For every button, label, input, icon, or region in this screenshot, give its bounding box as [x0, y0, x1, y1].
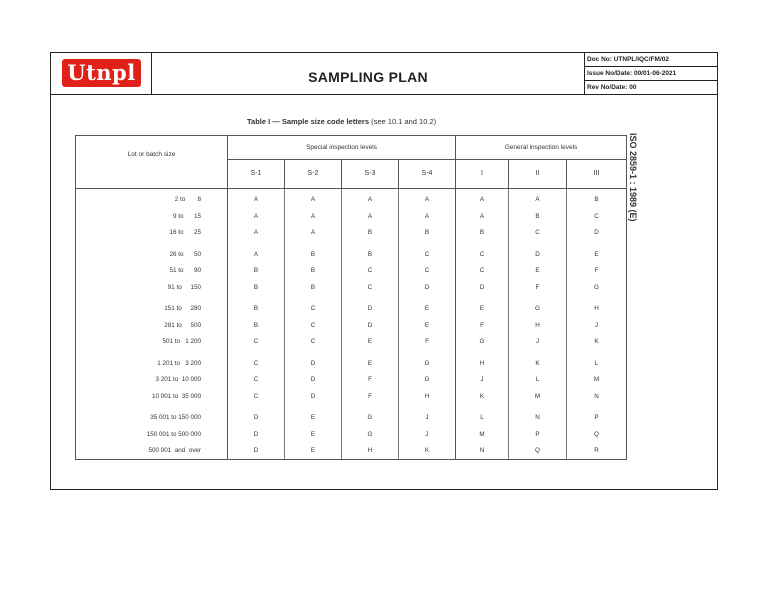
code-letter-cell: R: [594, 447, 599, 454]
code-letter-cell: N: [479, 447, 485, 454]
code-letter-cell: D: [310, 392, 316, 400]
code-letter-cell: F: [368, 392, 372, 400]
code-letter-cell: B: [424, 229, 430, 236]
code-letter-cell: Q: [594, 430, 599, 438]
logo-cell: [51, 53, 152, 94]
title-cell: [152, 53, 584, 94]
lot-size-range: 16 to 25: [169, 229, 201, 236]
code-letter-cell: D: [367, 305, 373, 312]
table-row: [76, 390, 626, 407]
table-row: [76, 193, 626, 210]
general-levels-header: General inspection levels: [456, 136, 626, 160]
code-letter-cell: C: [253, 376, 259, 383]
code-letter-cell: K: [424, 447, 430, 454]
iso-standard-label: ISO 2859-1 : 1989 (E): [628, 133, 638, 222]
code-letter-cell: A: [253, 196, 259, 203]
table-row: [76, 411, 626, 428]
code-letter-cell: J: [535, 338, 540, 345]
code-letter-cell: P: [594, 414, 599, 421]
code-letter-cell: C: [479, 267, 485, 274]
table-caption-title: Table I — Sample size code letters: [247, 117, 369, 126]
issue-info: Issue No/Date: 00/01-06-2021: [585, 67, 718, 81]
code-letter-cell: D: [253, 414, 259, 421]
code-letter-cell: A: [479, 196, 485, 203]
doc-number: Doc No: UTNPL/IQC/FM/02: [585, 53, 718, 67]
code-letter-cell: A: [253, 229, 259, 236]
code-letter-cell: B: [253, 305, 259, 312]
level-header-iii: III: [567, 160, 626, 189]
table-row: [76, 335, 626, 352]
lot-size-range: 281 to 500: [164, 321, 201, 329]
code-letter-cell: E: [367, 338, 373, 345]
code-letter-cell: F: [368, 376, 372, 383]
code-letter-cell: G: [479, 338, 485, 345]
code-letter-cell: N: [594, 392, 599, 400]
code-letter-cell: A: [253, 212, 259, 220]
table-caption-reference: (see 10.1 and 10.2): [371, 117, 437, 126]
code-letter-cell: A: [424, 212, 430, 220]
code-letter-cell: B: [253, 321, 259, 329]
lot-size-range: 26 to 50: [169, 250, 201, 258]
page-title: SAMPLING PLAN: [308, 68, 428, 85]
code-letter-cell: A: [479, 212, 485, 220]
table-caption: [247, 117, 436, 126]
table-row: [76, 373, 626, 390]
revision-info: Rev No/Date: 00: [587, 84, 637, 91]
code-letter-cell: B: [367, 229, 373, 236]
code-letter-cell: Q: [535, 447, 540, 454]
code-letter-cell: E: [479, 305, 485, 312]
lot-size-range: 9 to 15: [172, 212, 201, 220]
code-letter-cell: L: [535, 376, 540, 383]
table-row: [76, 302, 626, 319]
lot-size-range: 500 001 and over: [148, 447, 201, 454]
code-letter-cell: C: [253, 338, 259, 345]
code-letter-cell: G: [367, 430, 373, 438]
code-letter-cell: B: [310, 267, 316, 274]
code-letter-cell: M: [479, 430, 485, 438]
code-letter-cell: C: [367, 283, 373, 291]
code-letter-cell: G: [367, 414, 373, 421]
code-letter-cell: E: [310, 430, 316, 438]
level-header-s-1: S-1: [228, 160, 285, 189]
table-row: [76, 428, 626, 445]
logo-text: Utnpl: [67, 60, 136, 85]
code-letter-cell: C: [479, 250, 485, 258]
code-letter-cell: D: [424, 283, 430, 291]
code-letter-cell: D: [253, 447, 259, 454]
code-letter-cell: A: [367, 196, 373, 203]
table-row: [76, 210, 626, 227]
code-letter-cell: J: [594, 321, 599, 329]
code-letter-cell: J: [480, 376, 484, 383]
document-frame: [50, 52, 718, 490]
code-letter-cell: J: [425, 414, 429, 421]
code-letter-cell: C: [310, 305, 316, 312]
level-header-s-2: S-2: [285, 160, 342, 189]
code-letter-cell: D: [310, 376, 316, 383]
table-row: [76, 444, 626, 461]
code-letter-cell: B: [310, 283, 316, 291]
code-letter-cell: B: [479, 229, 485, 236]
code-letter-cell: C: [310, 338, 316, 345]
code-letter-cell: K: [479, 392, 485, 400]
code-letter-cell: D: [594, 229, 599, 236]
code-letter-cell: L: [480, 414, 484, 421]
code-letter-cell: A: [310, 196, 316, 203]
code-letter-cell: E: [424, 321, 430, 329]
code-letter-cell: E: [367, 359, 373, 367]
lot-size-range: 151 to 280: [164, 305, 201, 312]
code-letter-cell: C: [594, 212, 599, 220]
code-letter-cell: B: [253, 283, 259, 291]
code-letter-cell: B: [594, 196, 599, 203]
code-letter-cell: H: [424, 392, 430, 400]
level-header-ii: II: [509, 160, 567, 189]
code-letter-cell: F: [594, 267, 599, 274]
lot-size-range: 91 to 150: [167, 283, 201, 291]
code-letter-cell: H: [535, 321, 540, 329]
code-letter-cell: P: [535, 430, 540, 438]
code-letter-cell: E: [594, 250, 599, 258]
code-letter-cell: M: [593, 376, 600, 383]
code-letter-cell: A: [310, 229, 316, 236]
code-letter-cell: C: [310, 321, 316, 329]
code-letter-cell: B: [367, 250, 373, 258]
code-letter-cell: A: [424, 196, 430, 203]
sample-size-table: [75, 135, 627, 460]
code-letter-cell: C: [535, 229, 540, 236]
table-row: [76, 226, 626, 243]
lot-size-header: Lot or batch size: [76, 136, 227, 189]
code-letter-cell: G: [424, 376, 430, 383]
code-letter-cell: H: [594, 305, 599, 312]
code-letter-cell: J: [425, 430, 429, 438]
code-letter-cell: B: [535, 212, 540, 220]
level-header-i: I: [456, 160, 509, 189]
document-meta: [584, 53, 718, 94]
table-row: [76, 248, 626, 265]
code-letter-cell: K: [535, 359, 540, 367]
lot-size-range: 1 201 to 3 200: [157, 359, 201, 367]
lot-size-range: 2 to 8: [174, 196, 201, 203]
lot-size-range: 35 001 to 150 000: [150, 414, 201, 421]
code-letter-cell: F: [425, 338, 429, 345]
code-letter-cell: K: [594, 338, 599, 345]
code-letter-cell: N: [535, 414, 540, 421]
table-row: [76, 281, 626, 298]
code-letter-cell: H: [479, 359, 485, 367]
code-letter-cell: G: [535, 305, 540, 312]
table-row: [76, 357, 626, 374]
code-letter-cell: C: [424, 267, 430, 274]
code-letter-cell: F: [535, 283, 540, 291]
code-letter-cell: C: [367, 267, 373, 274]
lot-size-range: 501 to 1 200: [162, 338, 201, 345]
lot-size-range: 3 201 to 10 000: [155, 376, 201, 383]
table-row: [76, 264, 626, 281]
code-letter-cell: A: [367, 212, 373, 220]
lot-size-range: 51 to 90: [169, 267, 201, 274]
code-letter-cell: F: [480, 321, 484, 329]
code-letter-cell: D: [253, 430, 259, 438]
code-letter-cell: M: [534, 392, 541, 400]
code-letter-cell: H: [367, 447, 373, 454]
code-letter-cell: G: [424, 359, 430, 367]
code-letter-cell: A: [535, 196, 540, 203]
code-letter-cell: E: [310, 414, 316, 421]
special-levels-header: Special inspection levels: [228, 136, 456, 160]
lot-size-range: 10 001 to 35 000: [151, 392, 201, 400]
code-letter-cell: D: [367, 321, 373, 329]
document-header: [51, 53, 717, 95]
code-letter-cell: B: [253, 267, 259, 274]
code-letter-cell: D: [479, 283, 485, 291]
code-letter-cell: D: [310, 359, 316, 367]
code-letter-cell: E: [424, 305, 430, 312]
level-header-s-3: S-3: [342, 160, 399, 189]
code-letter-cell: B: [310, 250, 316, 258]
level-header-s-4: S-4: [399, 160, 456, 189]
table-row: [76, 319, 626, 336]
code-letter-cell: D: [535, 250, 540, 258]
company-logo: [62, 59, 141, 87]
code-letter-cell: E: [310, 447, 316, 454]
code-letter-cell: G: [594, 283, 599, 291]
code-letter-cell: C: [253, 359, 259, 367]
code-letter-cell: L: [594, 359, 599, 367]
code-letter-cell: A: [310, 212, 316, 220]
code-letter-cell: E: [535, 267, 540, 274]
code-letter-cell: C: [424, 250, 430, 258]
code-letter-cell: A: [253, 250, 259, 258]
lot-size-range: 150 001 to 500 000: [146, 430, 201, 438]
code-letter-cell: C: [253, 392, 259, 400]
